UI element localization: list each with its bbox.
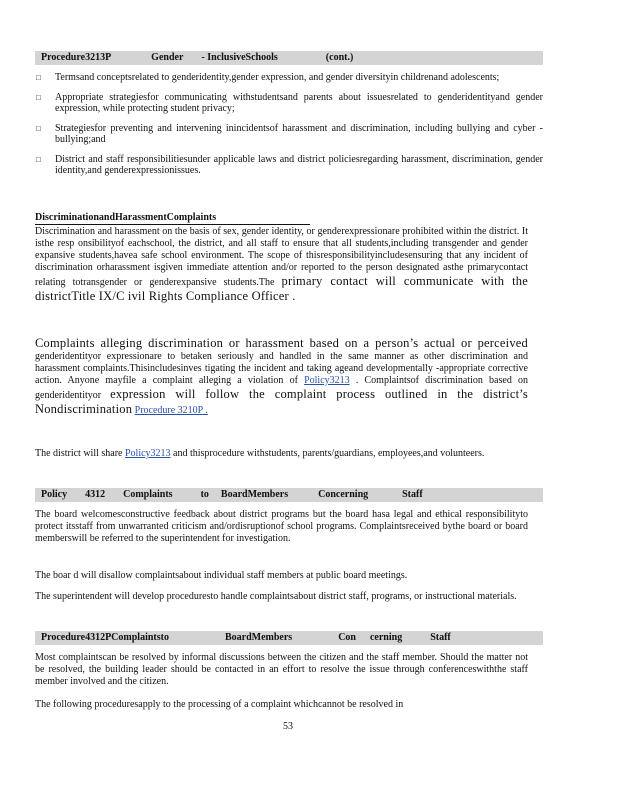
board-feedback-paragraph: The board welcomesconstructive feedback about district programs but the board hasa legal and ethical responsibilityto protect itsstaff from unwarranted criticism and/ordisruptionof school programs. Complaintsreceived bythe board or board memberswill be referred to the superintendent for investigation. <box>35 509 528 544</box>
header-cell: Policy <box>41 489 68 500</box>
header-cell: Procedure4312PComplaintsto <box>41 632 169 643</box>
superintendent-paragraph: The superintendent will develop proceduresto handle complaintsabout district staff, programs, or instructional materials. <box>35 591 517 602</box>
checkbox-bullet-icon: □ <box>36 123 41 133</box>
header-cell: Complaints <box>123 489 173 500</box>
header-cell: Staff <box>430 632 451 643</box>
procedure-3213-header <box>35 51 543 65</box>
training-topics-list <box>35 72 543 177</box>
informal-resolution-paragraph: Most complaintscan be resolved by informal discussions between the citizen and the staff member. Should the matter not be resolved, the building leader should be contacted in an effort to resolve the issue through conferenceswiththe staff member involved and the citizen. <box>35 652 528 687</box>
header-cell: to <box>200 489 209 500</box>
list-item: □ Termsand conceptsrelated to genderidentity,gender expression, and gender diversityin childrenand adolescents; <box>36 72 500 83</box>
header-cell: BoardMembers <box>220 489 289 500</box>
board-meetings-paragraph: The boar d will disallow complaintsabout individual staff members at public board meetings. <box>35 570 408 581</box>
checkbox-bullet-icon: □ <box>36 73 41 82</box>
procedure-4312-header <box>35 631 543 645</box>
section-title: DiscriminationandHarassmentComplaints <box>35 211 310 225</box>
header-cell: Procedure3213P <box>41 52 112 63</box>
header-cell: 4312 <box>85 489 106 500</box>
header-cell: Concerning <box>318 489 369 500</box>
checkbox-bullet-icon: □ <box>36 92 41 102</box>
procedure-3210p-link[interactable]: Procedure 3210P <box>134 405 203 416</box>
procedures-paragraph: The following proceduresapply to the processing of a complaint whichcannot be resolved in <box>35 699 404 710</box>
header-cell: BoardMembers <box>224 632 293 643</box>
header-cell: Staff <box>402 489 423 500</box>
complaints-paragraph: Complaints alleging discrimination or harassment based on a person’s actual or perceived genderidentityor expressionare to betaken seriously and handled in the same manner as other discrimination and harassment complaints.Thisincludesinves tigating the incident and taking ageand developmentally -appropriate corrective action. Anyone mayfile a complaint alleging a violation of Policy3213 . Complaintsof discrimination based on genderidentityor expression will follow the complaint process outlined in the district’s Nondiscrimination Procedure 3210P . <box>35 336 528 416</box>
policy-3213-link[interactable]: Policy3213 <box>304 375 350 386</box>
header-cell: cerning <box>369 632 403 643</box>
page-number: 53 <box>283 721 293 732</box>
checkbox-bullet-icon: □ <box>36 154 41 164</box>
header-cell: Gender <box>151 52 184 63</box>
list-item: □ District and staff responsibilitiesunder applicable laws and district policiesregarding harassment, discrimination, gender identity,and genderexpressionissues. <box>36 153 543 176</box>
policy-3213-link[interactable]: Policy3213 <box>124 448 171 459</box>
discrimination-paragraph: Discrimination and harassment on the basis of sex, gender identity, or genderexpressionare prohibited within the district. It isthe resp onsibilityof eachschool, the district, and all staff to ensure that all students,including transgender and gender expansive students,havea safe school environment. The scope of thisresponsibilityincludesensuring that any incident of discrimination orharassment isgiven immediate attention and/or reported to the person designated asthe primarycontact relating totransgender or genderexpansive students.The primary contact will communicate with the districtTitle IX/C ivil Rights Compliance Officer . <box>35 226 528 303</box>
header-cell: (cont.) <box>325 52 354 63</box>
list-item: □ Strategiesfor preventing and intervening inincidentsof harassment and discrimination, including bullying and cyber -bullying;and <box>36 122 543 145</box>
list-item: □ Appropriate strategiesfor communicating withstudentsand parents about issuesrelated to genderidentityand gender expression, while protecting student privacy; <box>36 91 543 114</box>
header-cell: Con <box>338 632 356 643</box>
policy-4312-header <box>35 488 543 502</box>
share-paragraph: The district will share Policy3213 and thisprocedure withstudents, parents/guardians, employees,and volunteers. <box>35 448 485 459</box>
header-cell: - InclusiveSchools <box>201 52 278 63</box>
